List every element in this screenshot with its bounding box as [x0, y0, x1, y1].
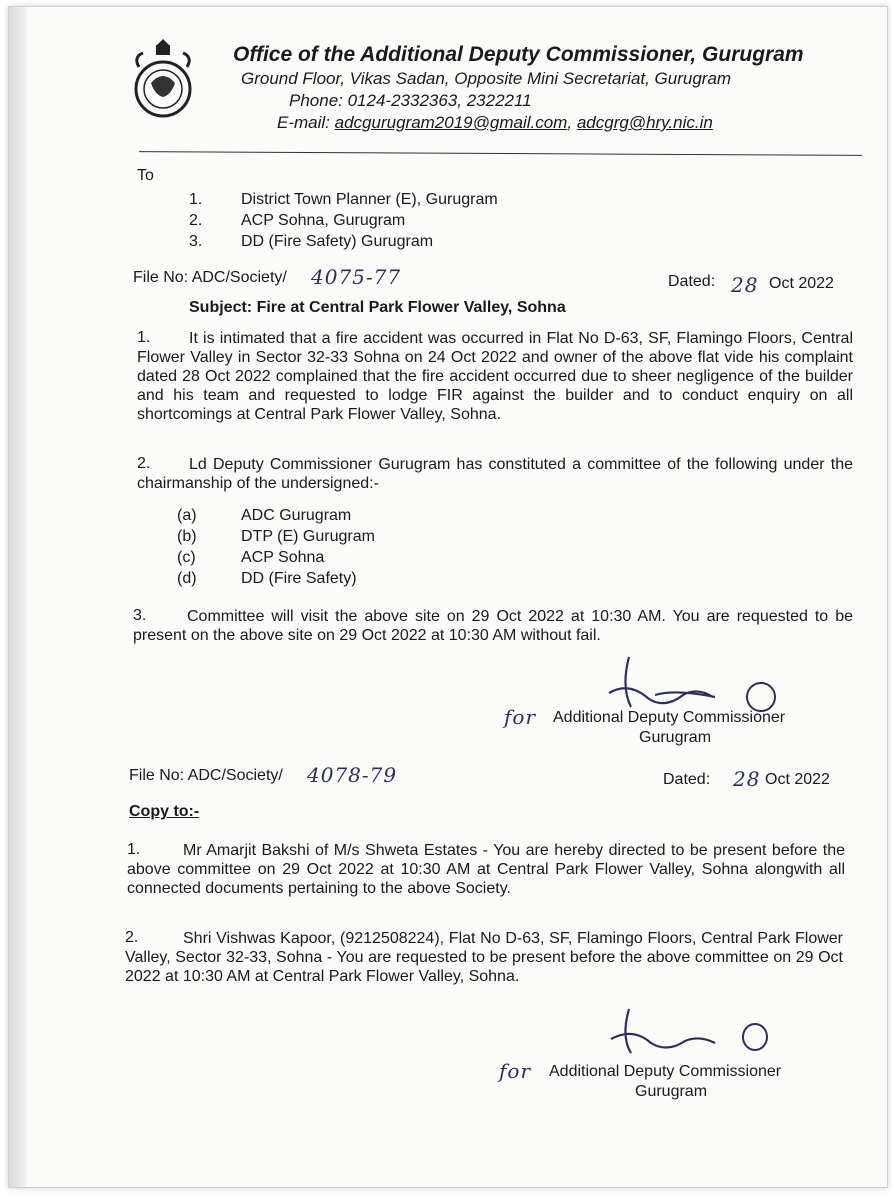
para-2-num: 2.: [137, 455, 151, 472]
email-link-secondary[interactable]: adcgrg@hry.nic.in: [576, 113, 713, 132]
dated-label-1: Dated:: [668, 273, 716, 290]
committee-label-a: (a): [177, 507, 197, 524]
haryana-emblem-seal-icon: [125, 37, 201, 119]
file-no-label-1: File No: ADC/Society/: [133, 269, 287, 286]
dated-value-1: Oct 2022: [769, 275, 834, 292]
signature-title-1: Additional Deputy Commissioner: [553, 709, 786, 726]
recipient-1-num: 1.: [189, 191, 203, 208]
signature-place-2: Gurugram: [635, 1083, 708, 1100]
copy-1-text: Mr Amarjit Bakshi of M/s Shweta Estates - You are hereby directed to be present before the above committee on 29 Oct 2022 at 10:30 AM at Central Park Flower Valley, Sohna alongwith all connected documents pertaining to the above Society.: [127, 842, 845, 897]
dated-value-2: Oct 2022: [765, 771, 830, 788]
office-email-line: [277, 113, 713, 133]
office-title: Office of the Additional Deputy Commissioner, Gurugram: [233, 43, 804, 66]
email-separator: ,: [567, 113, 573, 132]
copy-2-num: 2.: [125, 929, 139, 946]
recipient-3-num: 3.: [189, 233, 203, 250]
handwritten-day-1: 28: [731, 273, 759, 297]
office-phone: Phone: 0124-2332363, 2322211: [289, 91, 532, 110]
committee-label-c: (c): [177, 549, 196, 566]
copy-to-label: Copy to:-: [129, 803, 200, 820]
email-link-primary[interactable]: adcgurugram2019@gmail.com: [334, 113, 568, 132]
office-address: Ground Floor, Vikas Sadan, Opposite Mini Secretariat, Gurugram: [241, 69, 732, 88]
signature-for-1: for: [504, 705, 537, 729]
signature-for-2: for: [499, 1059, 532, 1083]
recipient-2: ACP Sohna, Gurugram: [241, 212, 406, 229]
handwritten-day-2: 28: [733, 767, 761, 791]
page-edge-shadow: [9, 7, 27, 1187]
subject-line: Subject: Fire at Central Park Flower Valley, Sohna: [189, 299, 566, 316]
recipient-2-num: 2.: [189, 212, 203, 229]
email-label: E-mail:: [277, 113, 330, 132]
dated-label-2: Dated:: [663, 771, 711, 788]
committee-label-b: (b): [177, 528, 197, 545]
recipient-3: DD (Fire Safety) Gurugram: [241, 233, 434, 250]
para-1-num: 1.: [137, 329, 151, 346]
committee-label-d: (d): [177, 570, 197, 587]
copy-1-num: 1.: [127, 841, 141, 858]
document-page: [8, 6, 888, 1188]
para-2-text: Ld Deputy Commissioner Gurugram has constituted a committee of the following under the chairmanship of the undersigned:-: [137, 456, 853, 492]
header-divider: [139, 151, 862, 156]
file-no-label-2: File No: ADC/Society/: [129, 767, 283, 784]
signature-title-2: Additional Deputy Commissioner: [549, 1063, 782, 1080]
para-3-num: 3.: [133, 607, 147, 624]
handwritten-file-no-2: 4078-79: [307, 763, 398, 787]
copy-2-text: Shri Vishwas Kapoor, (9212508224), Flat No D-63, SF, Flamingo Floors, Central Park Flower Valley, Sector 32-33, Sohna - You are requested to be present before the above committee on 29 Oct 2022 at 10:30 AM at Central Park Flower Valley, Sohna.: [125, 930, 843, 985]
committee-member-d: DD (Fire Safety): [241, 570, 357, 587]
signature-place-1: Gurugram: [639, 729, 712, 746]
para-3-text: Committee will visit the above site on 29 Oct 2022 at 10:30 AM. You are requested to be present on the above site on 29 Oct 2022 at 10:30 AM without fail.: [133, 608, 853, 644]
committee-member-b: DTP (E) Gurugram: [241, 528, 375, 545]
committee-member-a: ADC Gurugram: [241, 507, 352, 524]
handwritten-file-no-1: 4075-77: [311, 265, 402, 289]
para-1-text: It is intimated that a fire accident was occurred in Flat No D-63, SF, Flamingo Floors, Central Flower Valley in Sector 32-33 Sohna on 24 Oct 2022 and owner of the above flat vide his complaint dated 28 Oct 2022 complained that the fire accident occurred due to sheer negligence of the builder and his team and requested to lodge FIR against the builder and to conduct enquiry on all shortcomings at Central Park Flower Valley, Sohna.: [137, 330, 853, 423]
to-label: To: [137, 167, 154, 184]
committee-member-c: ACP Sohna: [241, 549, 325, 566]
recipient-1: District Town Planner (E), Gurugram: [241, 191, 498, 208]
